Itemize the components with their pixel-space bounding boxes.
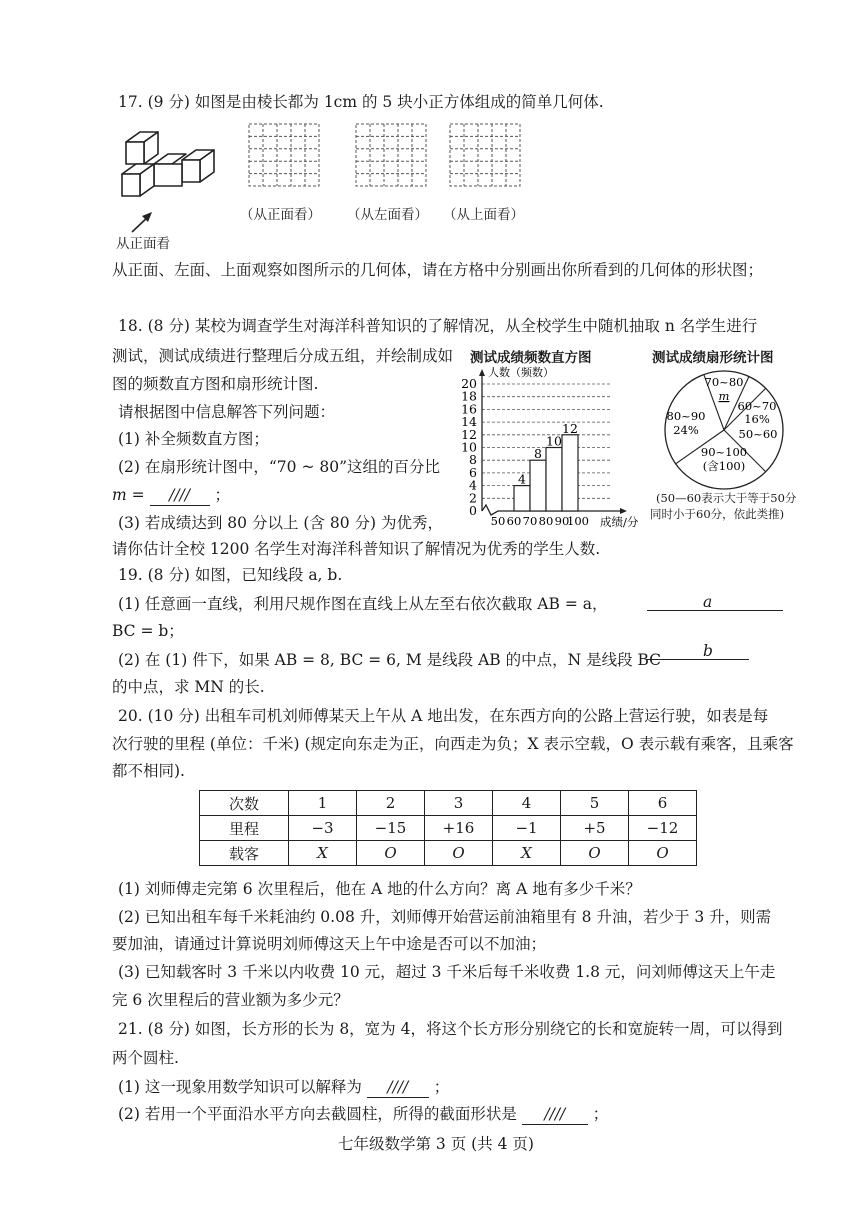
table-cell: −3 bbox=[289, 816, 357, 841]
histogram-bar bbox=[562, 435, 578, 511]
pie-slice-label: 80~90 bbox=[666, 409, 706, 423]
table-row bbox=[200, 816, 697, 841]
x-tick-label: 100 bbox=[567, 514, 589, 528]
pie-slice-label: 70~80 bbox=[704, 375, 744, 389]
cube-figure bbox=[112, 118, 222, 208]
q21-part2 bbox=[118, 1104, 608, 1125]
segment-b bbox=[647, 659, 749, 660]
y-tick-label: 14 bbox=[461, 414, 477, 430]
y-tick-label: 12 bbox=[461, 426, 477, 442]
table-cell: +5 bbox=[561, 816, 629, 841]
q18-part2-answer bbox=[112, 485, 230, 506]
table-cell: 5 bbox=[561, 791, 629, 816]
q19-part2a: (2) 在 (1) 件下，如果 AB = 8, BC = 6, M 是线段 AB 的中点，N 是线段 BC bbox=[118, 651, 662, 669]
histogram-bar bbox=[514, 486, 530, 511]
x-tick-label: 60 bbox=[506, 514, 522, 528]
segment-a bbox=[647, 610, 783, 611]
table-cell: X bbox=[493, 841, 561, 866]
x-axis-arrow bbox=[620, 508, 627, 514]
table-cell: O bbox=[629, 841, 697, 866]
x-tick-label: 80 bbox=[538, 514, 554, 528]
pie-slice-label: 50~60 bbox=[738, 427, 778, 441]
table-cell: −15 bbox=[357, 816, 425, 841]
q20-line3: 都不相同). bbox=[112, 762, 185, 780]
segment-b-label: b bbox=[703, 642, 713, 660]
pie-slice-label: 90~100 bbox=[700, 445, 748, 459]
q21-part1 bbox=[118, 1077, 449, 1098]
mileage-table bbox=[199, 790, 697, 866]
q19-stem: 19. (8 分) 如图，已知线段 a, b. bbox=[118, 566, 343, 584]
q20-part2b: 要加油，请通过计算说明刘师傅这天上午中途是否可以不加油； bbox=[112, 935, 547, 953]
table-cell: +16 bbox=[425, 816, 493, 841]
q18-m-label: m = bbox=[112, 486, 145, 504]
table-cell: 2 bbox=[357, 791, 425, 816]
table-cell: O bbox=[425, 841, 493, 866]
table-cell: O bbox=[561, 841, 629, 866]
y-tick-label: 16 bbox=[461, 401, 477, 417]
table-cell: −12 bbox=[629, 816, 697, 841]
q21-part1-blank[interactable]: //// bbox=[367, 1077, 429, 1098]
q20-line1: 20. (10 分) 出租车司机刘师傅某天上午从 A 地出发，在东西方向的公路上营运行驶，如表是每 bbox=[118, 707, 769, 725]
q21-part1-end: ； bbox=[433, 1078, 450, 1096]
q20-part3a: (3) 已知载客时 3 千米以内收费 10 元，超过 3 千米后每千米收费 1.8 元，问刘师傅这天上午走 bbox=[118, 963, 776, 981]
caption-left: （从左面看） bbox=[347, 207, 428, 223]
x-tick-label: 70 bbox=[522, 514, 538, 528]
table-cell: O bbox=[357, 841, 425, 866]
pie-slice-value: 16% bbox=[744, 412, 770, 426]
table-cell: 3 bbox=[425, 791, 493, 816]
q21-part2-end: ； bbox=[592, 1105, 609, 1123]
q18-m-blank[interactable]: //// bbox=[150, 485, 210, 506]
table-row bbox=[200, 841, 697, 866]
q20-part1: (1) 刘师傅走完第 6 次里程后，他在 A 地的什么方向？离 A 地有多少千米？ bbox=[118, 880, 641, 898]
y-tick-label: 10 bbox=[461, 439, 477, 455]
q21-line2: 两个圆柱. bbox=[112, 1049, 179, 1067]
grid-front-view[interactable] bbox=[248, 123, 320, 187]
q18-part1: (1) 补全频数直方图； bbox=[118, 430, 269, 448]
q18-part2: (2) 在扇形统计图中，“70 ~ 80”这组的百分比 bbox=[118, 458, 441, 476]
table-row bbox=[200, 791, 697, 816]
y-tick-label: 6 bbox=[469, 464, 477, 480]
y-tick-label: 4 bbox=[469, 477, 477, 493]
y-tick-label: 8 bbox=[469, 452, 477, 468]
q19-part2b: 的中点，求 MN 的长. bbox=[112, 678, 265, 696]
q20-part3b: 完 6 次里程后的营业额为多少元？ bbox=[112, 991, 349, 1009]
histogram-bar bbox=[530, 460, 546, 511]
pie-title: 测试成绩扇形统计图 bbox=[652, 350, 774, 366]
pie-slice-value: 24% bbox=[673, 423, 699, 437]
x-tick-label: 50 bbox=[490, 514, 506, 528]
front-view-label: 从正面看 bbox=[116, 236, 170, 252]
y-tick-label: 0 bbox=[469, 503, 477, 518]
q18-part3: (3) 若成绩达到 80 分以上 (含 80 分) 为优秀， bbox=[118, 514, 443, 532]
y-axis-label: 人数（频数） bbox=[488, 366, 554, 379]
row-header: 次数 bbox=[200, 791, 289, 816]
table-cell: 1 bbox=[289, 791, 357, 816]
q18-line4: 请根据图中信息解答下列问题： bbox=[118, 403, 336, 421]
grid-left-view[interactable] bbox=[355, 123, 427, 187]
segment-a-label: a bbox=[703, 593, 713, 611]
q19-part1b: BC = b； bbox=[112, 622, 184, 640]
caption-top: （从上面看） bbox=[443, 207, 524, 223]
q18-line1: 18. (8 分) 某校为调查学生对海洋科普知识的了解情况，从全校学生中随机抽取 n 名学生进行 bbox=[118, 317, 758, 335]
pie-note-1: (50—60表示大于等于50分 bbox=[656, 491, 797, 505]
page-footer: 七年级数学第 3 页 (共 4 页) bbox=[338, 1135, 534, 1153]
table-cell: −1 bbox=[493, 816, 561, 841]
bar-data-label: 12 bbox=[562, 420, 578, 436]
q21-line1: 21. (8 分) 如图，长方形的长为 8，宽为 4，将这个长方形分别绕它的长和宽旋转一周，可以得到 bbox=[118, 1020, 783, 1038]
x-axis-label: 成绩/分 bbox=[600, 515, 639, 529]
q21-part1-text: (1) 这一现象用数学知识可以解释为 bbox=[118, 1078, 362, 1096]
q17-stem: 17. (9 分) 如图是由棱长都为 1cm 的 5 块小正方体组成的简单几何体. bbox=[118, 93, 604, 111]
q18-line2: 测试，测试成绩进行整理后分成五组，并绘制成如 bbox=[112, 347, 454, 365]
grid-top-view[interactable] bbox=[449, 123, 521, 187]
pie-slice-label: 60~70 bbox=[737, 399, 777, 413]
bar-data-label: 4 bbox=[518, 471, 526, 487]
q19-part1a: (1) 任意画一直线，利用尺规作图在直线上从左至右依次截取 AB = a， bbox=[118, 595, 608, 613]
histogram-title: 测试成绩频数直方图 bbox=[470, 350, 592, 366]
caption-front: （从正面看） bbox=[240, 207, 321, 223]
pie-slice-value: (含100) bbox=[702, 459, 746, 473]
q18-part3b: 请你估计全校 1200 名学生对海洋科普知识了解情况为优秀的学生人数. bbox=[112, 540, 601, 558]
histogram bbox=[450, 364, 650, 529]
y-tick-label: 20 bbox=[461, 376, 477, 391]
row-header: 里程 bbox=[200, 816, 289, 841]
bar-data-label: 8 bbox=[534, 446, 542, 462]
q18-m-end: ； bbox=[214, 486, 231, 504]
q21-part2-text: (2) 若用一个平面沿水平方向去截圆柱，所得的截面形状是 bbox=[118, 1105, 517, 1123]
x-tick-label: 90 bbox=[554, 514, 570, 528]
q20-line2: 次行驶的里程 (单位：千米) (规定向东走为正，向西走为负；X 表示空载，O 表示载有乘客，且乘客 bbox=[112, 735, 794, 753]
pie-note-2: 同时小于60分，依此类推) bbox=[650, 507, 785, 521]
q20-part2a: (2) 已知出租车每千米耗油约 0.08 升，刘师傅开始营运前油箱里有 8 升油，若少于 3 升，则需 bbox=[118, 908, 772, 926]
row-header: 载客 bbox=[200, 841, 289, 866]
pie-slice-value: m bbox=[718, 389, 730, 403]
y-tick-label: 2 bbox=[469, 490, 477, 506]
table-cell: 6 bbox=[629, 791, 697, 816]
q17-question: 从正面、左面、上面观察如图所示的几何体，请在方格中分别画出你所看到的几何体的形状图； bbox=[112, 261, 764, 279]
q18-line3: 图的频数直方图和扇形统计图. bbox=[112, 375, 319, 393]
y-axis-arrow bbox=[479, 369, 485, 376]
histogram-bar bbox=[546, 448, 562, 512]
front-view-arrow bbox=[128, 210, 158, 234]
table-cell: X bbox=[289, 841, 357, 866]
y-tick-label: 18 bbox=[461, 388, 477, 404]
table-cell: 4 bbox=[493, 791, 561, 816]
bar-data-label: 10 bbox=[546, 433, 562, 449]
pie-chart bbox=[662, 368, 786, 492]
q21-part2-blank[interactable]: //// bbox=[522, 1104, 588, 1125]
